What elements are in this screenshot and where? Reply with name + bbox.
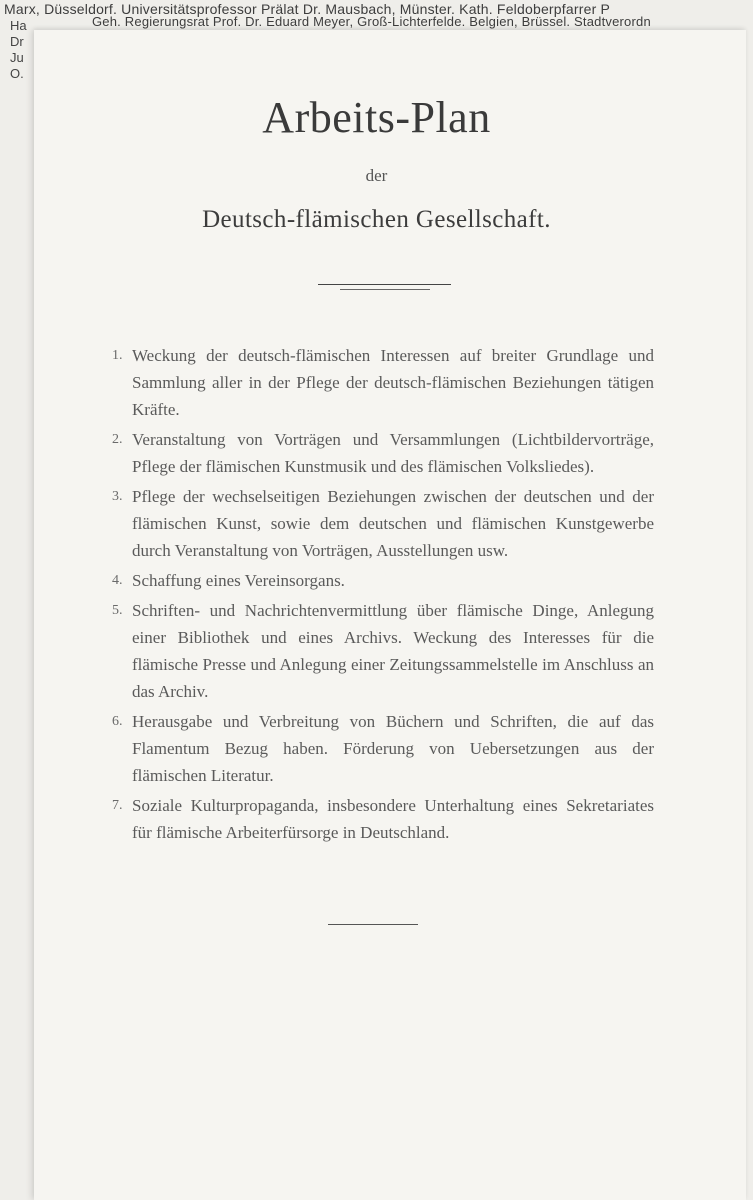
document-title: Arbeits-Plan [262, 93, 491, 142]
list-item [112, 426, 654, 480]
item-number: 6. [112, 714, 123, 729]
work-plan-list [112, 342, 654, 849]
item-number: 2. [112, 432, 123, 447]
divider-rule-bottom [328, 924, 418, 925]
side-letter: Dr [10, 34, 24, 49]
item-text: Herausgabe und Verbreitung von Büchern und Schriften, die auf das Flamentum Bezug haben. Förderung von Uebersetzungen aus der flämischen Literatur. [132, 712, 654, 785]
back-page-line-2: Geh. Regierungsrat Prof. Dr. Eduard Meyer, Groß-Lichterfelde. Belgien, Brüssel. Stadtverordn [92, 14, 651, 29]
list-item [112, 597, 654, 705]
item-text: Schriften- und Nachrichtenvermittlung über flämische Dinge, Anlegung einer Bibliothek und eines Archivs. Weckung des Interesses für die flämische Presse und Anlegung einer Zeitungssammelstelle im Anschluss an das Archiv. [132, 601, 654, 701]
item-number: 7. [112, 798, 123, 813]
document-subtitle: Deutsch-flämischen Gesellschaft. [202, 206, 551, 233]
divider-rule-top-inner [340, 289, 430, 290]
list-item [112, 483, 654, 564]
side-letter: Ju [10, 50, 24, 65]
divider-rule-top [318, 284, 451, 285]
item-text: Soziale Kulturpropaganda, insbesondere Unterhaltung eines Sekretariates für flämische Arbeiterfürsorge in Deutschland. [132, 796, 654, 842]
list-item [112, 567, 654, 594]
side-letter: Ha [10, 18, 27, 33]
item-number: 1. [112, 348, 123, 363]
item-number: 4. [112, 573, 123, 588]
item-text: Veranstaltung von Vorträgen und Versammlungen (Lichtbildervorträge, Pflege der flämischen Kunstmusik und des flämischen Volksliedes). [132, 430, 654, 476]
item-text: Pflege der wechselseitigen Beziehungen zwischen der deutschen und der flämischen Kunst, sowie dem deutschen und flämischen Kunstgewerbe durch Veranstaltung von Vorträgen, Ausstellungen usw. [132, 487, 654, 560]
list-item [112, 792, 654, 846]
list-item [112, 708, 654, 789]
document-der: der [365, 166, 388, 185]
side-letter: O. [10, 66, 24, 81]
item-number: 3. [112, 489, 123, 504]
item-text: Weckung der deutsch-flämischen Interessen auf breiter Grundlage und Sammlung aller in der Pflege der deutsch-flämischen Beziehungen tätigen Kräfte. [132, 346, 654, 419]
item-text: Schaffung eines Vereinsorgans. [132, 571, 345, 590]
list-item [112, 342, 654, 423]
back-page-side-letters [10, 18, 27, 82]
item-number: 5. [112, 603, 123, 618]
back-page-line-1: Marx, Düsseldorf. Universitätsprofessor Prälat Dr. Mausbach, Münster. Kath. Feldoberpfarrer P [4, 1, 611, 17]
